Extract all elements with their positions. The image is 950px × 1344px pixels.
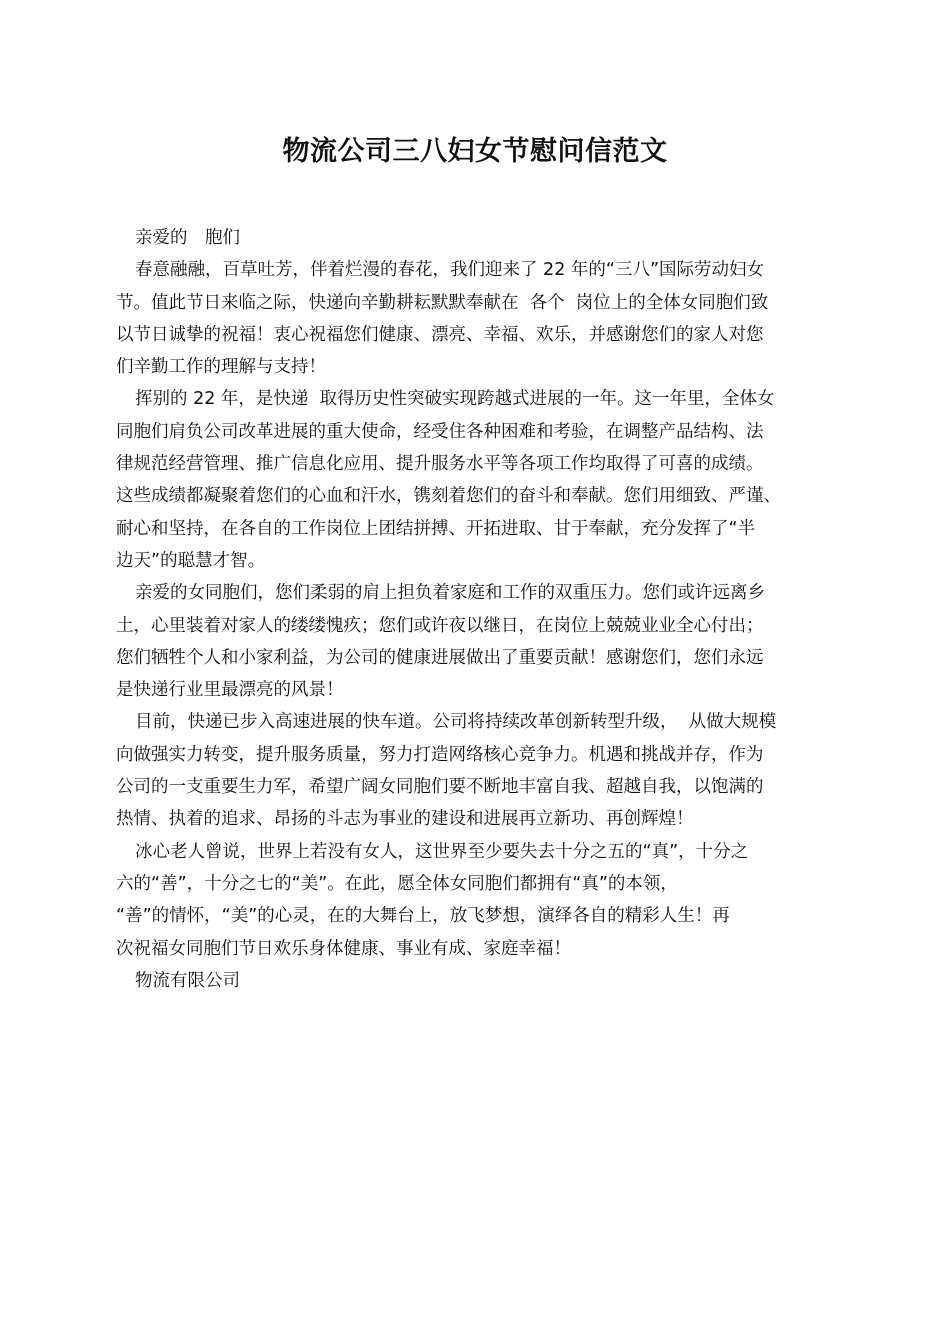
paragraph-line: 亲爱的女同胞们，您们柔弱的肩上担负着家庭和工作的双重压力。您们或许远离乡 [135,583,765,604]
paragraph-line: 公司的一支重要生力军，希望广阔女同胞们要不断地丰富自我、超越自我，以饱满的 [116,777,764,798]
paragraph-line: 们辛勤工作的理解与支持！ [116,357,326,378]
paragraph-line: 耐心和坚持，在各自的工作岗位上团结拼搏、开拓进取、甘于奉献，充分发挥了“半 [116,518,756,539]
paragraph-line: 您们牺牲个人和小家利益，为公司的健康进展做出了重要贡献！感谢您们，您们永远 [116,647,764,668]
salutation-line: 亲爱的 胞们 [135,228,240,248]
paragraph-line: 目前，快递已步入高速进展的快车道。公司将持续改革创新转型升级， 从做大规模 [135,712,777,733]
letter-body [116,222,838,997]
paragraph-line: 次祝福女同胞们节日欢乐身体健康、事业有成、家庭幸福！ [116,938,571,959]
paragraph-line: 以节日诚挚的祝福！衷心祝福您们健康、漂亮、幸福、欢乐，并感谢您们的家人对您 [116,324,764,345]
paragraph-line: 挥别的 22 年，是快递 取得历史性突破实现跨越式进展的一年。这一年里，全体女 [135,389,775,410]
paragraph-line: 热情、执着的追求、昂扬的斗志为事业的建设和进展再立新功、再创辉煌！ [116,809,694,830]
paragraph-line: 冰心老人曾说，世界上若没有女人，这世界至少要失去十分之五的“真”，十分之 [135,841,749,862]
paragraph-line: 向做强实力转变，提升服务质量，努力打造网络核心竞争力。机遇和挑战并存，作为 [116,744,764,765]
document-title: 物流公司三八妇女节慰问信范文 [282,136,668,167]
paragraph-line: 边天”的聪慧才智。 [116,550,266,571]
paragraph-line: 六的“善”，十分之七的“美”。在此，愿全体女同胞们都拥有“真”的本领， [116,873,678,894]
paragraph-line: “善”的情怀，“美”的心灵，在的大舞台上，放飞梦想，演绎各自的精彩人生！再 [116,906,730,927]
paragraph-line: 土，心里装着对家人的缕缕愧疚；您们或许夜以继日，在岗位上兢兢业业全心付出； [116,615,764,636]
paragraph-line: 是快递行业里最漂亮的风景！ [116,680,344,701]
paragraph-line: 春意融融，百草吐芳，伴着烂漫的春花，我们迎来了 22 年的“三八”国际劳动妇女 [135,260,765,281]
paragraph-line: 同胞们肩负公司改革进展的重大使命，经受住各种困难和考验，在调整产品结构、法 [116,421,764,442]
paragraph-line: 这些成绩都凝聚着您们的心血和汗水，镌刻着您们的奋斗和奉献。您们用细致、严谨、 [116,486,781,507]
paragraph-line: 律规范经营管理、推广信息化应用、提升服务水平等各项工作均取得了可喜的成绩。 [116,454,764,475]
signature-line: 物流有限公司 [135,970,240,991]
paragraph-line: 节。值此节日来临之际，快递向辛勤耕耘默默奉献在 各个 岗位上的全体女同胞们致 [116,292,769,313]
